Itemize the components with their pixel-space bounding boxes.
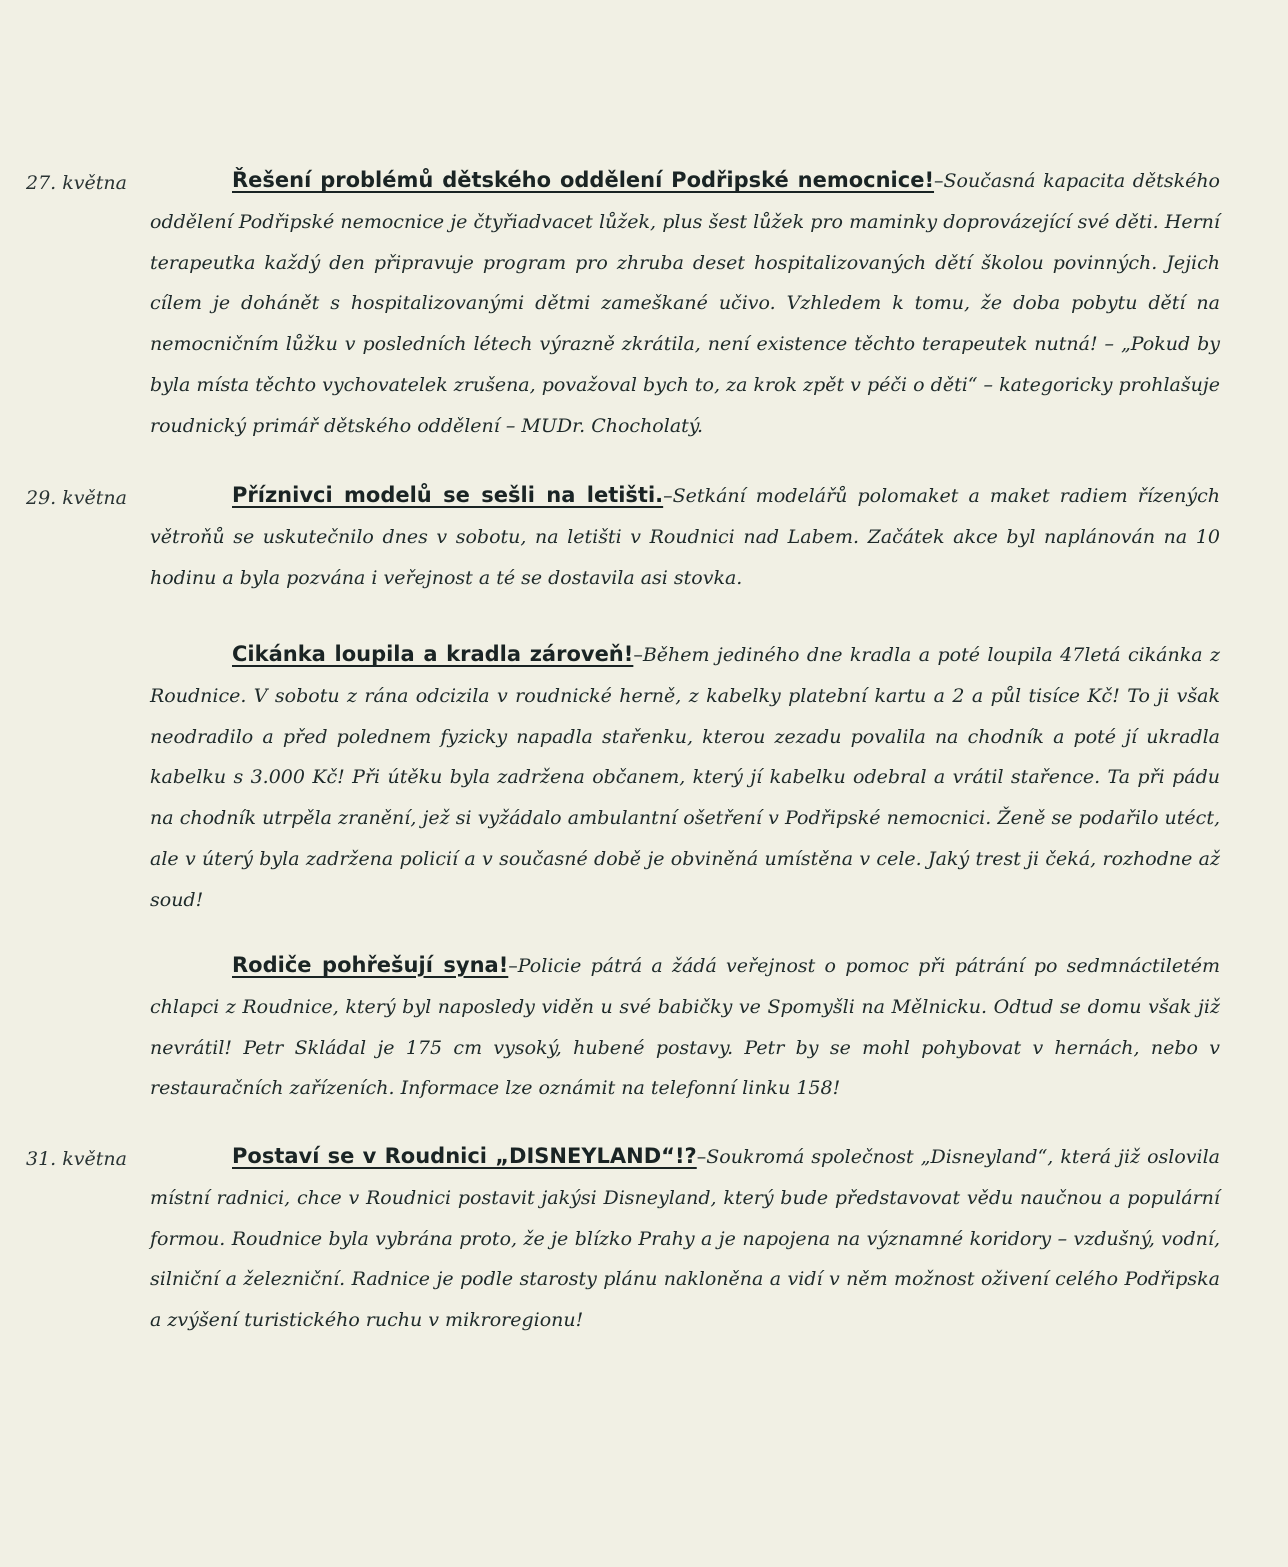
entry-separator: –: [508, 955, 518, 977]
entry-separator: –: [663, 485, 673, 507]
entry-date: 31. května: [26, 1148, 127, 1170]
entry-separator: –: [696, 1146, 707, 1168]
entry-paragraph: [150, 160, 1220, 447]
entry-body: Současná kapacita dětského oddělení Podřipské nemocnice je čtyřiadvacet lůžek, plus šest lůžek pro maminky doprovázející své děti. Herní terapeutka každý den připravuje program pro zhruba deset hospitalizovaných dětí školou povinných. Jejich cílem je dohánět s hospitalizovanými dětmi zameškané učivo. Vzhledem k tomu, že doba pobytu dětí na nemocničním lůžku v posledních létech výrazně zkrátila, není existence těchto terapeutek nutná! – „Pokud by byla místa těchto vychovatelek zrušena, považoval bych to, za krok zpět v péči o děti“ – kategoricky prohlašuje roudnický primář dětského oddělení – MUDr. Chocholatý.: [150, 170, 1220, 437]
entry-body: Soukromá společnost „Disneyland“, která již oslovila místní radnici, chce v Roudnici postavit jakýsi Disneyland, který bude představovat vědu naučnou a populární formou. Roudnice byla vybrána proto, že je blízko Prahy a je napojena na významné koridory – vzdušný, vodní, silniční a železniční. Radnice je podle starosty plánu nakloněna a vidí v něm možnost oživení celého Podřipska a zvýšení turistického ruchu v mikroregionu!: [150, 1146, 1220, 1332]
entry-separator: –: [934, 170, 944, 192]
entry-paragraph: [150, 945, 1220, 1109]
entry-body: Setkání modelářů polomaket a maket radiem řízených větroňů se uskutečnilo dnes v sobotu, na letišti v Roudnici nad Labem. Začátek akce byl naplánován na 10 hodinu a byla pozvána i veřejnost a té se dostavila asi stovka.: [150, 485, 1220, 589]
entry-body: Během jediného dne kradla a poté loupila 47letá cikánka z Roudnice. V sobotu z rána odcizila v roudnické herně, z kabelky platební kartu a 2 a půl tisíce Kč! To ji však neodradilo a před polednem fyzicky napadla stařenku, kterou zezadu povalila na chodník a poté jí ukradla kabelku s 3.000 Kč! Při útěku byla zadržena občanem, který jí kabelku odebral a vrátil stařence. Ta při pádu na chodník utrpěla zranění, jež si vyžádalo ambulantní ošetření v Podřipské nemocnici. Ženě se podařilo utéct, ale v úterý byla zadržena policií a v současné době je obviněná umístěna v cele. Jaký trest ji čeká, rozhodne až soud!: [150, 644, 1220, 911]
entry-paragraph: [150, 475, 1220, 598]
entry-paragraph: [150, 634, 1220, 921]
entry-title: Rodiče pohřešují syna!: [232, 953, 509, 977]
entry-paragraph: [150, 1136, 1220, 1341]
entry-separator: –: [633, 644, 643, 666]
entry-title: Postaví se v Roudnici „DISNEYLAND“!?: [232, 1144, 697, 1168]
entry-title: Příznivci modelů se sešli na letišti.: [232, 483, 664, 507]
entry-title: Řešení problémů dětského oddělení Podřipské nemocnice!: [232, 168, 935, 192]
entry-title: Cikánka loupila a kradla zároveň!: [232, 642, 634, 666]
entry-date: 29. května: [26, 487, 127, 509]
entry-body: Policie pátrá a žádá veřejnost o pomoc při pátrání po sedmnáctiletém chlapci z Roudnice, který byl naposledy viděn u své babičky ve Spomyšli na Mělnicku. Odtud se domu však již nevrátil! Petr Skládal je 175 cm vysoký, hubené postavy. Petr by se mohl pohybovat v hernách, nebo v restauračních zařízeních. Informace lze oznámit na telefonní linku 158!: [150, 955, 1220, 1100]
entry-date: 27. května: [26, 172, 127, 194]
